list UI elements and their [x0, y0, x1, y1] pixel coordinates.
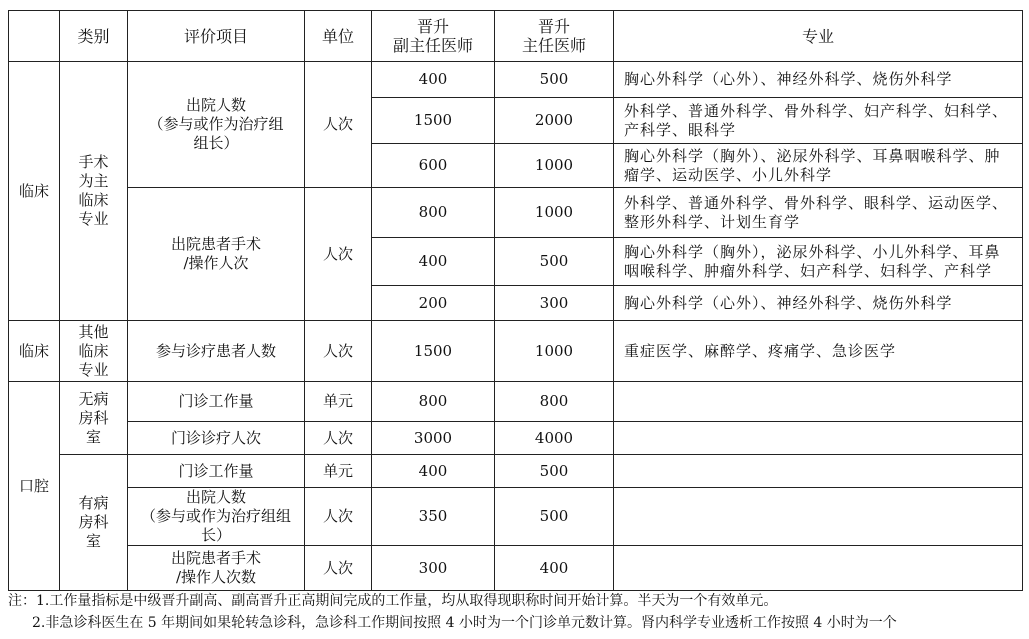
- chief-value: 300: [495, 286, 614, 321]
- unit-ward-discharge: 人次: [305, 488, 372, 546]
- chief-value: 400: [495, 546, 614, 591]
- item-surgery: 出院患者手术 /操作人次: [128, 188, 305, 321]
- specialty-cell: [614, 488, 1023, 546]
- unit-outpatient-workload: 单元: [305, 382, 372, 422]
- group-dental: 口腔: [9, 382, 60, 591]
- table-row: [9, 382, 1023, 422]
- chief-value: 1000: [495, 188, 614, 238]
- unit-outpatient-visits: 人次: [305, 422, 372, 455]
- header-item: 评价项目: [128, 11, 305, 62]
- unit-surgery: 人次: [305, 188, 372, 321]
- chief-value: 500: [495, 238, 614, 286]
- deputy-value: 350: [372, 488, 495, 546]
- header-blank: [9, 11, 60, 62]
- header-deputy: 晋升 副主任医师: [372, 11, 495, 62]
- specialty-cell: [614, 422, 1023, 455]
- deputy-value: 1500: [372, 98, 495, 144]
- item-ward-surgery: 出院患者手术 /操作人次数: [128, 546, 305, 591]
- chief-value: 2000: [495, 98, 614, 144]
- specialty-cell: [614, 455, 1023, 488]
- deputy-value: 400: [372, 455, 495, 488]
- footnotes: [8, 590, 1024, 634]
- item-ward-discharge: 出院人数 （参与或作为治疗组组长）: [128, 488, 305, 546]
- unit-patients: 人次: [305, 321, 372, 382]
- table-row: [9, 321, 1023, 382]
- header-row: [9, 11, 1023, 62]
- specialty-cell: 胸心外科学（心外）、神经外科学、烧伤外科学: [614, 62, 1023, 98]
- chief-value: 500: [495, 62, 614, 98]
- deputy-value: 600: [372, 144, 495, 188]
- note-line-2: 2.非急诊科医生在 5 年期间如果轮转急诊科，急诊科工作期间按照 4 小时为一个门诊单元数计算。肾内科学专业透析工作按照 4 小时为一个: [32, 615, 897, 631]
- specialty-cell: 胸心外科学（胸外），泌尿外科学、小儿外科学、耳鼻 咽喉科学、肿瘤外科学、妇产科学、妇科学、产科学: [614, 238, 1023, 286]
- workload-table: [8, 10, 1023, 591]
- item-patients: 参与诊疗患者人数: [128, 321, 305, 382]
- item-outpatient-workload: 门诊工作量: [128, 455, 305, 488]
- item-discharge: 出院人数 （参与或作为治疗组 组长）: [128, 62, 305, 188]
- specialty-cell: 重症医学、麻醉学、疼痛学、急诊医学: [614, 321, 1023, 382]
- specialty-cell: 外科学、普通外科学、骨外科学、眼科学、运动医学、 整形外科学、计划生育学: [614, 188, 1023, 238]
- table-row: [9, 188, 1023, 238]
- subgroup-surgical: 手术 为主 临床 专业: [60, 62, 128, 321]
- chief-value: 1000: [495, 321, 614, 382]
- item-outpatient-visits: 门诊诊疗人次: [128, 422, 305, 455]
- deputy-value: 800: [372, 188, 495, 238]
- specialty-cell: 胸心外科学（心外）、神经外科学、烧伤外科学: [614, 286, 1023, 321]
- header-specialty: 专业: [614, 11, 1023, 62]
- deputy-value: 300: [372, 546, 495, 591]
- table-row: [9, 62, 1023, 98]
- subgroup-ward: 有病 房科 室: [60, 455, 128, 591]
- table-row: [9, 422, 1023, 455]
- note-line-1: 注：1.工作量指标是中级晋升副高、副高晋升正高期间完成的工作量，均从取得现职称时间开始计算。半天为一个有效单元。: [8, 593, 778, 609]
- header-chief: 晋升 主任医师: [495, 11, 614, 62]
- unit-ward-surgery: 人次: [305, 546, 372, 591]
- group-clinical: 临床: [9, 321, 60, 382]
- chief-value: 800: [495, 382, 614, 422]
- specialty-cell: 外科学、普通外科学、骨外科学、妇产科学、妇科学、 产科学、眼科学: [614, 98, 1023, 144]
- specialty-cell: [614, 382, 1023, 422]
- chief-value: 500: [495, 488, 614, 546]
- table-row: [9, 546, 1023, 591]
- item-outpatient-workload: 门诊工作量: [128, 382, 305, 422]
- header-category: 类别: [60, 11, 128, 62]
- specialty-cell: [614, 546, 1023, 591]
- subgroup-other: 其他 临床 专业: [60, 321, 128, 382]
- deputy-value: 400: [372, 238, 495, 286]
- unit-discharge: 人次: [305, 62, 372, 188]
- chief-value: 4000: [495, 422, 614, 455]
- table-row: [9, 488, 1023, 546]
- unit-outpatient-workload: 单元: [305, 455, 372, 488]
- deputy-value: 800: [372, 382, 495, 422]
- deputy-value: 200: [372, 286, 495, 321]
- subgroup-no-ward: 无病 房科 室: [60, 382, 128, 455]
- chief-value: 1000: [495, 144, 614, 188]
- deputy-value: 1500: [372, 321, 495, 382]
- specialty-cell: 胸心外科学（胸外）、泌尿外科学、耳鼻咽喉科学、肿 瘤学、运动医学、小儿外科学: [614, 144, 1023, 188]
- table-row: [9, 455, 1023, 488]
- deputy-value: 400: [372, 62, 495, 98]
- deputy-value: 3000: [372, 422, 495, 455]
- header-unit: 单位: [305, 11, 372, 62]
- chief-value: 500: [495, 455, 614, 488]
- group-clinical: 临床: [9, 62, 60, 321]
